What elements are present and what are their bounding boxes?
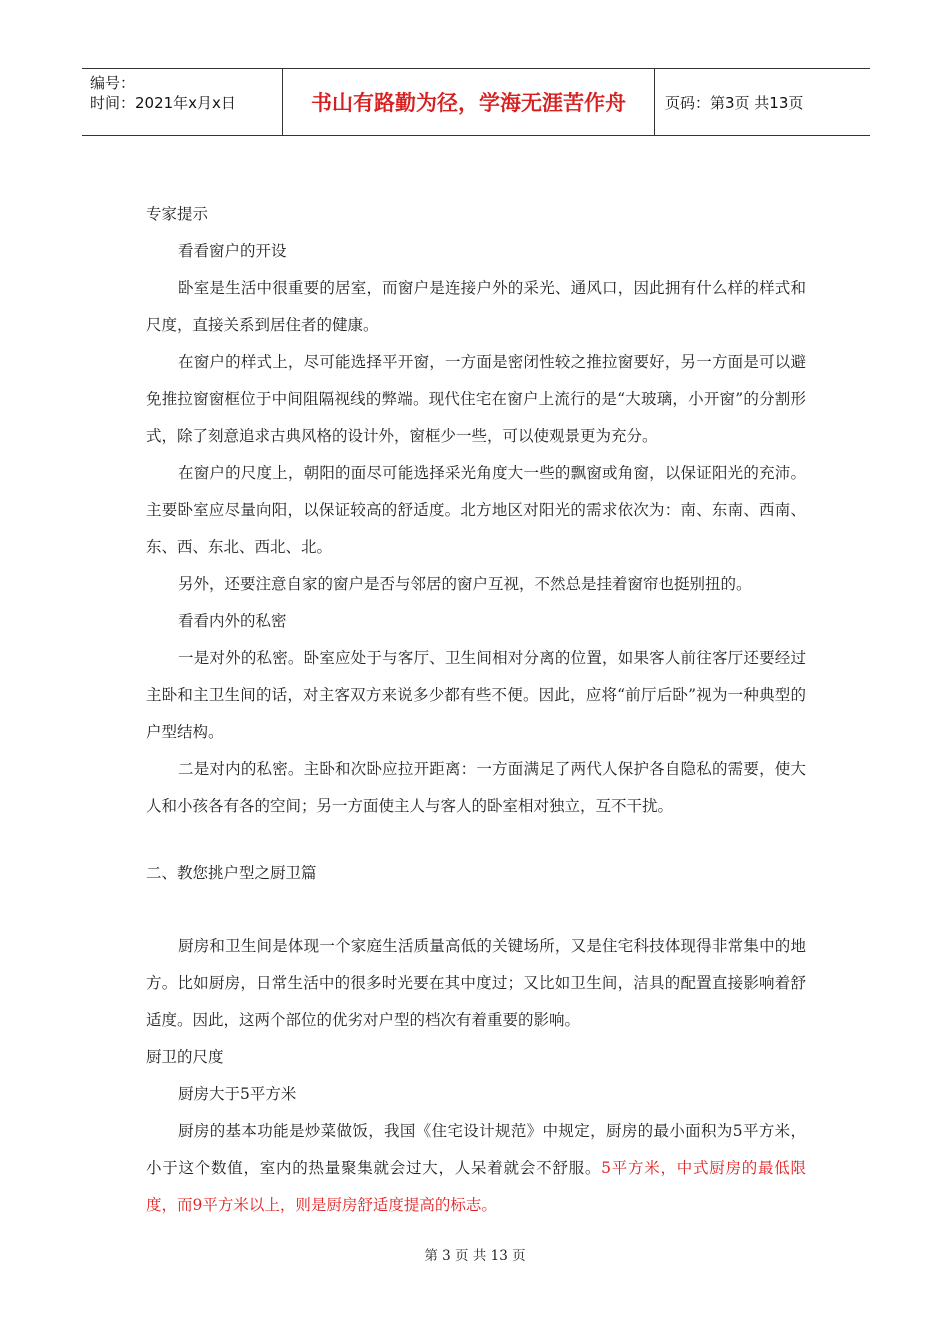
kitchen-highlight-text: 5平方米，中式厨房的最低限度，而9平方米以上，则是厨房舒适度提高的标志。 (146, 1159, 806, 1214)
serial-label: 编号： (90, 74, 136, 92)
spacer (146, 892, 806, 928)
subheading-window: 看看窗户的开设 (178, 242, 287, 260)
date-label: 时间：2021年x月x日 (90, 94, 236, 112)
paragraph: 在窗户的样式上，尽可能选择平开窗，一方面是密闭性较之推拉窗要好，另一方面是可以避免推拉窗窗框位于中间阻隔视线的弊端。现代住宅在窗户上流行的是“大玻璃，小开窗”的分割形式，除了刻意追求古典风格的设计外，窗框少一些，可以使观景更为充分。 (146, 353, 806, 445)
paragraph-kitchen (146, 1113, 806, 1224)
header-page-info: 页码：第3页 共13页 (665, 93, 804, 112)
paragraph: 厨房和卫生间是体现一个家庭生活质量高低的关键场所，又是住宅科技体现得非常集中的地方。比如厨房，日常生活中的很多时光要在其中度过；又比如卫生间，洁具的配置直接影响着舒适度。因此，这两个部位的优劣对户型的档次有着重要的影响。 (146, 937, 806, 1029)
header-meta (82, 69, 282, 135)
header-motto: 书山有路勤为径，学海无涯苦作舟 (282, 69, 655, 135)
paragraph: 二是对内的私密。主卧和次卧应拉开距离：一方面满足了两代人保护各自隐私的需要，使大人和小孩各有各的空间；另一方面使主人与客人的卧室相对独立，互不干扰。 (146, 760, 806, 815)
document-body (146, 196, 806, 1224)
subheading-kitchen-size: 厨卫的尺度 (146, 1048, 224, 1066)
kitchen-normal-text: 厨房的基本功能是炒菜做饭，我国《住宅设计规范》中规定，厨房的最小面积为5平方米，小于这个数值，室内的热量聚集就会过大，人呆着就会不舒服。 (146, 1122, 806, 1177)
paragraph: 一是对外的私密。卧室应处于与客厅、卫生间相对分离的位置，如果客人前往客厅还要经过主卧和主卫生间的话，对主客双方来说多少都有些不便。因此，应将“前厅后卧”视为一种典型的户型结构。 (146, 649, 806, 741)
section-heading: 二、教您挑户型之厨卫篇 (146, 864, 317, 882)
page-footer: 第 3 页 共 13 页 (424, 1248, 526, 1264)
paragraph: 在窗户的尺度上，朝阳的面尽可能选择采光角度大一些的飘窗或角窗，以保证阳光的充沛。主要卧室应尽量向阳，以保证较高的舒适度。北方地区对阳光的需求依次为：南、东南、西南、东、西、东北、西北、北。 (146, 464, 806, 556)
paragraph: 卧室是生活中很重要的居室，而窗户是连接户外的采光、通风口，因此拥有什么样的样式和尺度，直接关系到居住者的健康。 (146, 279, 806, 334)
header-table (82, 68, 870, 136)
subheading-privacy: 看看内外的私密 (178, 612, 287, 630)
spacer (146, 825, 806, 855)
paragraph: 另外，还要注意自家的窗户是否与邻居的窗户互视，不然总是挂着窗帘也挺别扭的。 (178, 575, 752, 593)
paragraph-expert-tip: 专家提示 (146, 205, 209, 223)
subheading-kitchen-area: 厨房大于5平方米 (178, 1085, 297, 1103)
